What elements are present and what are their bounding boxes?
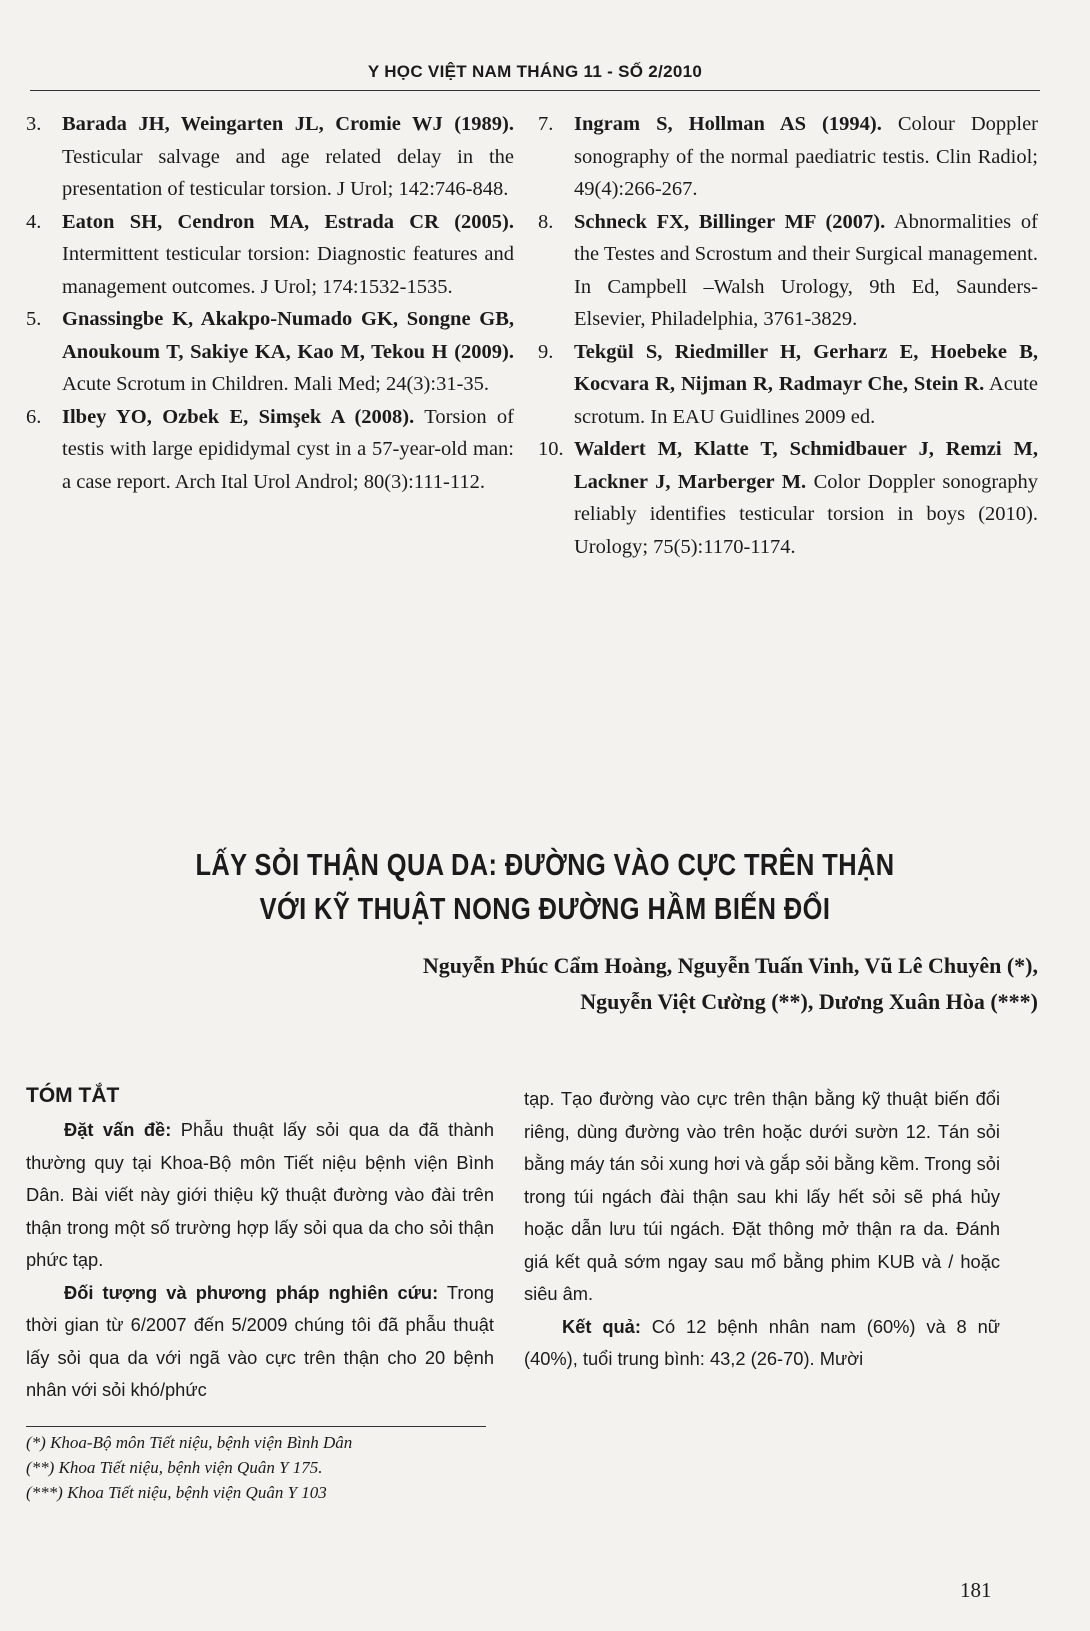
reference-authors: Gnassingbe K, Akakpo-Numado GK, Songne GB, Anoukoum T, Sakiye KA, Kao M, Tekou H (2009).: [62, 308, 514, 363]
abstract-paragraph: [524, 1311, 1000, 1376]
authors-line-2: Nguyễn Việt Cường (**), Dương Xuân Hòa (***): [580, 989, 1038, 1014]
page-number: 181: [960, 1578, 992, 1602]
reference-item: [538, 206, 1038, 336]
reference-authors: Barada JH, Weingarten JL, Cromie WJ (1989).: [62, 113, 514, 135]
article-title: [180, 843, 910, 931]
reference-item: [26, 108, 514, 206]
references-left-column: [26, 108, 514, 498]
abstract-paragraph: tạp. Tạo đường vào cực trên thận bằng kỹ thuật biến đổi riêng, dùng đường vào trên hoặc dưới sườn 12. Tán sỏi bằng máy tán sỏi xung hơi và gắp sỏi bằng kềm. Trong sỏi trong túi ngách đài thận sau khi lấy hết sỏi sẽ phá hủy hoặc dẫn lưu túi ngách. Đặt thông mở thận ra da. Đánh giá kết quả sớm ngay sau mổ bằng phim KUB và / hoặc siêu âm.: [524, 1088, 1000, 1304]
reference-number: 3.: [26, 113, 42, 135]
reference-text: Acute scrotum. In EAU Guidlines 2009 ed.: [574, 373, 1038, 428]
references-right-column: [538, 108, 1038, 563]
abstract-heading: TÓM TẮT: [26, 1084, 120, 1107]
authors-line-1: Nguyễn Phúc Cẩm Hoàng, Nguyễn Tuấn Vinh, Vũ Lê Chuyên (*),: [422, 953, 1038, 978]
paragraph-text: Có 12 bệnh nhân nam (60%) và 8 nữ (40%), tuổi trung bình: 43,2 (26-70). Mười: [524, 1315, 1000, 1369]
reference-text: Abnormalities of the Testes and Scrostum and their Surgical management. In Campbell –Walsh Urology, 9th Ed, Saunders-Elsevier, Philadelphia, 3761-3829.: [574, 210, 1038, 330]
reference-number: 4.: [26, 210, 42, 233]
reference-number: 5.: [26, 308, 42, 330]
reference-item: [538, 433, 1038, 563]
abstract-left-column: [26, 1080, 494, 1407]
reference-text: Testicular salvage and age related delay in the presentation of testicular torsion. J Urol; 142:746-848.: [62, 145, 514, 200]
article-title-line-2: VỚI KỸ THUẬT NONG ĐƯỜNG HẦM BIẾN ĐỔI: [259, 891, 831, 926]
paragraph-label: Đối tượng và phương pháp nghiên cứu:: [64, 1281, 439, 1303]
reference-number: 8.: [538, 210, 554, 233]
reference-text: Acute Scrotum in Children. Mali Med; 24(3):31-35.: [62, 373, 490, 395]
reference-item: [26, 401, 514, 499]
reference-authors: Ingram S, Hollman AS (1994).: [574, 113, 882, 135]
paragraph-label: Kết quả:: [562, 1315, 641, 1337]
paragraph-text: Phẫu thuật lấy sỏi qua da đã thành thường quy tại Khoa-Bộ môn Tiết niệu bệnh viện Bình Dân. Bài viết này giới thiệu kỹ thuật đường vào đài trên thận trong một số trường hợp lấy sỏi qua da cho sỏi thận phức tạp.: [26, 1119, 494, 1270]
reference-item: [538, 336, 1038, 434]
footnote: (*) Khoa-Bộ môn Tiết niệu, bệnh viện Bình Dân: [26, 1433, 353, 1452]
reference-text: Color Doppler sonography reliably identifies testicular torsion in boys (2010). Urology; 75(5):1170-1174.: [574, 470, 1038, 558]
article-title-line-1: LẤY SỎI THẬN QUA DA: ĐƯỜNG VÀO CỰC TRÊN THẬN: [195, 847, 895, 882]
reference-text: Intermittent testicular torsion: Diagnostic features and management outcomes. J Urol; 174:1532-1535.: [62, 243, 514, 298]
footnotes: [26, 1430, 506, 1505]
paragraph-text: Trong thời gian từ 6/2007 đến 5/2009 chúng tôi đã phẫu thuật lấy sỏi qua da với ngã vào cực trên thận cho 20 bệnh nhân với sỏi khó/phức: [26, 1281, 494, 1400]
journal-header: Y HỌC VIỆT NAM THÁNG 11 - SỐ 2/2010: [367, 62, 703, 81]
header-rule: [30, 90, 1040, 91]
reference-number: 7.: [538, 113, 554, 135]
reference-authors: Waldert M, Klatte T, Schmidbauer J, Remzi M, Lackner J, Marberger M.: [574, 438, 1038, 493]
reference-item: [26, 206, 514, 304]
paragraph-label: Đặt vấn đề:: [64, 1119, 172, 1140]
footnote-rule: [26, 1426, 486, 1427]
reference-number: 6.: [26, 405, 42, 428]
abstract-paragraph: [26, 1277, 494, 1407]
reference-authors: Tekgül S, Riedmiller H, Gerharz E, Hoebeke B, Kocvara R, Nijman R, Radmayr Che, Stein R.: [574, 340, 1038, 395]
reference-number: 10.: [538, 438, 564, 460]
reference-authors: Eaton SH, Cendron MA, Estrada CR (2005).: [62, 210, 514, 233]
footnote: (***) Khoa Tiết niệu, bệnh viện Quân Y 103: [26, 1483, 327, 1502]
article-authors: [278, 948, 1038, 1020]
reference-item: [538, 108, 1038, 206]
reference-authors: Schneck FX, Billinger MF (2007).: [574, 210, 886, 233]
footnote: (**) Khoa Tiết niệu, bệnh viện Quân Y 175.: [26, 1458, 323, 1477]
abstract-paragraph: [26, 1114, 494, 1277]
abstract-right-column: [524, 1083, 1000, 1376]
reference-text: Torsion of testis with large epididymal cyst in a 57-year-old man: a case report. Arch Ital Urol Androl; 80(3):111-112.: [62, 405, 514, 493]
reference-number: 9.: [538, 340, 554, 363]
reference-item: [26, 303, 514, 401]
reference-text: Colour Doppler sonography of the normal paediatric testis. Clin Radiol; 49(4):266-267.: [574, 113, 1039, 200]
reference-authors: Ilbey YO, Ozbek E, Simşek A (2008).: [62, 405, 415, 428]
